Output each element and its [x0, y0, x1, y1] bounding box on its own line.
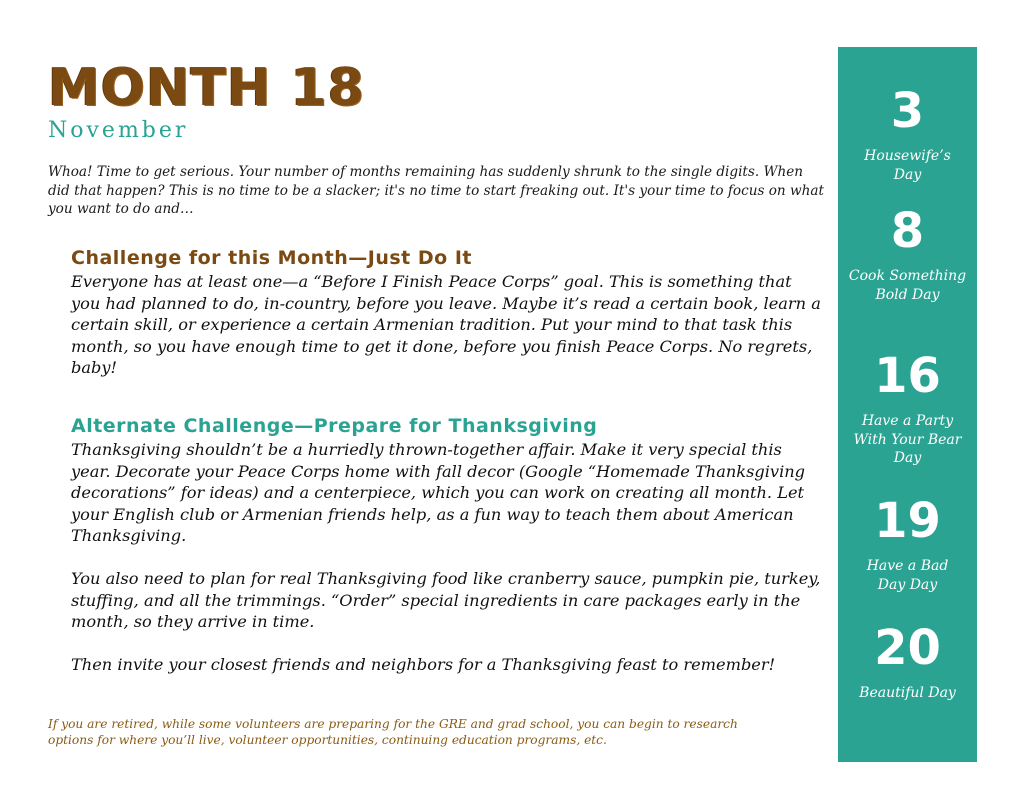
- alternate-challenge-heading: Alternate Challenge—Prepare for Thanksgiving: [71, 415, 598, 437]
- day-number: 8: [890, 203, 925, 259]
- day-number: 20: [874, 620, 941, 676]
- challenge-section: [71, 245, 826, 379]
- day-name: Have a Bad Day Day: [866, 558, 949, 593]
- day-number: 19: [874, 493, 941, 549]
- day-name: Housewife’s Day: [864, 148, 951, 183]
- retiree-footnote: If you are retired, while some volunteers are preparing for the GRE and grad school, you can begin to research options for where you’ll live, volunteer opportunities, continuing education programs, etc.: [48, 717, 738, 747]
- month-name: November: [48, 118, 189, 143]
- day-number: 16: [874, 348, 941, 404]
- special-day: [838, 205, 977, 304]
- day-name: Have a Party With Your Bear Day: [853, 413, 962, 466]
- special-day: [838, 622, 977, 703]
- alternate-challenge-section: [71, 413, 826, 676]
- special-days-sidebar: [838, 47, 977, 762]
- special-day: [838, 495, 977, 594]
- page-title: MONTH 18: [48, 58, 365, 118]
- challenge-paragraph: Everyone has at least one—a “Before I Finish Peace Corps” goal. This is something that you had planned to do, in-country, before you leave. Maybe it’s read a certain book, learn a certain skill, or experience a certain Armenian tradition. Put your mind to that task this month, so you have enough time to get it done, before you finish Peace Corps. No regrets, baby!: [71, 272, 821, 377]
- alternate-paragraph-decor: Thanksgiving shouldn’t be a hurriedly thrown-together affair. Make it very special this year. Decorate your Peace Corps home with fall decor (Google “Homemade Thanksgiving decorations” for ideas) and a centerpiece, which you can work on creating all month. Let your English club or Armenian friends help, as a fun way to teach them about American Thanksgiving.: [71, 440, 806, 545]
- special-day: [838, 85, 977, 184]
- alternate-paragraph-food: You also need to plan for real Thanksgiving food like cranberry sauce, pumpkin pie, turkey, stuffing, and all the trimmings. “Order” special ingredients in care packages early in the month, so they arrive in time.: [71, 569, 821, 631]
- special-day: [838, 350, 977, 468]
- alternate-paragraph-invite: Then invite your closest friends and neighbors for a Thanksgiving feast to remember!: [71, 655, 776, 674]
- intro-text: Whoa! Time to get serious. Your number of months remaining has suddenly shrunk to the single digits. When did that happen? This is no time to be a slacker; it's no time to start freaking out. It's your time to focus on what you want to do and…: [48, 164, 824, 217]
- day-name: Beautiful Day: [859, 685, 956, 701]
- day-number: 3: [890, 83, 925, 139]
- day-name: Cook Something Bold Day: [848, 268, 967, 303]
- challenge-heading: Challenge for this Month—Just Do It: [71, 247, 472, 269]
